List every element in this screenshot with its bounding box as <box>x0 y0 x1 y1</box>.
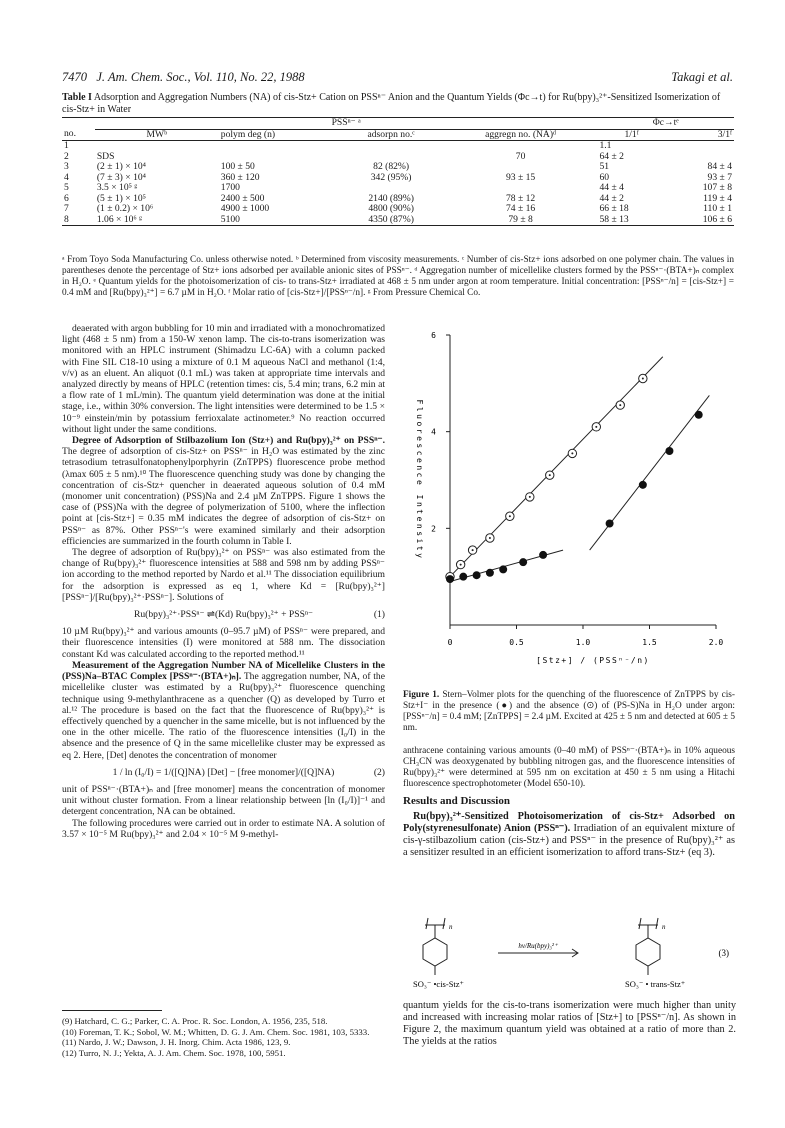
table-cell: 107 ± 8 <box>702 182 732 193</box>
col-header: adsorpn no.ᶜ <box>339 129 444 141</box>
section-heading: Results and Discussion <box>403 795 510 807</box>
table-1 <box>62 117 734 226</box>
table-cell: 1.06 × 10⁶ ᵍ <box>95 215 219 226</box>
data-point-open-center <box>571 452 573 454</box>
y-tick-label: 4 <box>431 427 436 437</box>
equation-number: (1) <box>373 609 385 621</box>
benzene-ring-left <box>423 938 447 966</box>
right-column-bottom <box>403 1000 736 1048</box>
references <box>62 1010 385 1058</box>
data-point-open-center <box>595 426 597 428</box>
table-cell: 119 ± 4 <box>703 192 732 204</box>
table-cell <box>219 141 339 152</box>
equation-number: (3) <box>718 948 729 958</box>
table-cell: (1 ± 0.2) × 10⁶ <box>96 203 154 214</box>
table-cell: 1700 <box>220 182 240 193</box>
data-point-filled <box>459 573 467 581</box>
paragraph: The degree of adsorption of Ru(bpy)₃²⁺ on PSSⁿ⁻ was also estimated from the change of Ru(bpy)₃²⁺ fluorescence intensities at 588 and 598 nm by adding PSSⁿ⁻ ion according to the method reported by Nardo et al.¹¹ The dissociation equilibrium for the adsorption is expressed as eq 1, where Kd = [Ru(bpy)₃²⁺][PSSⁿ⁻]/[Ru(bpy)₃²⁺·PSSⁿ⁻]. Solutions of <box>62 547 385 603</box>
col-header: polym deg (n) <box>219 129 339 141</box>
table-cell: 64 ± 2 <box>599 150 624 162</box>
table-cell: 1 <box>64 140 69 151</box>
table-cell: 6 <box>64 192 69 204</box>
table-row <box>62 215 734 226</box>
table-row <box>62 183 734 194</box>
repeat-n: n <box>449 923 453 931</box>
data-point-filled <box>519 558 527 566</box>
table-cell <box>444 141 598 152</box>
table-cell: (7 ± 3) × 10⁴ <box>96 171 147 183</box>
table-row <box>62 162 734 173</box>
data-point-filled <box>606 520 614 528</box>
paragraph: anthracene containing various amounts (0–40 mM) of PSSⁿ⁻·(BTA+)ₙ in 10% aqueous CH₃CN was deoxygenated by bubbling nitrogen gas, and the fluorescence intensities of Ru(bpy)₃²⁺ were determined at 595 nm on excitation at 450 ± 5 nm using a Hitachi fluorescence spectrophotometer (Model 650-10). <box>403 746 735 789</box>
reference-item: (10) Foreman, T. K.; Sobol, W. M.; Whitten, D. G. J. Am. Chem. Soc. 1981, 103, 5333. <box>62 1026 370 1037</box>
data-point-filled <box>639 481 647 489</box>
paragraph: 10 µM Ru(bpy)₃²⁺ and various amounts (0–95.7 µM) of PSSⁿ⁻ were prepared, and their fluorescence intensities (I) were monitored at 588 nm. The dissociation constant Kd was calculated according to the reported method.¹¹ <box>62 626 385 660</box>
bracket <box>443 918 445 929</box>
table-cell: 5 <box>64 182 69 193</box>
table-cell: 110 ± 1 <box>703 203 732 214</box>
col-header: aggregn no. (NA)ᵈ <box>444 129 598 141</box>
table-label: Table I <box>62 92 92 103</box>
reaction-scheme <box>403 915 736 995</box>
table-cell <box>339 183 444 194</box>
x-tick-label: 0.5 <box>509 638 524 647</box>
table-cell: 84 ± 4 <box>707 161 732 172</box>
reference-item: (11) Nardo, J. W.; Dawson, J. H. Inorg. Chim. Acta 1986, 123, 9. <box>62 1037 291 1047</box>
table-cell: 66 ± 18 <box>599 203 629 214</box>
data-point-filled <box>473 571 481 579</box>
equation-1 <box>62 609 385 620</box>
arrow-label: hν/Ru(bpy)₃²⁺ <box>518 942 558 950</box>
bracket <box>426 918 428 929</box>
paragraph: The following procedures were carried out in order to estimate NA. A solution of 3.57 × 10⁻⁵ M Ru(bpy)₃²⁺ and 2.04 × 10⁻⁵ M 9-methyl- <box>62 817 385 840</box>
paragraph <box>62 435 385 547</box>
data-point-open-center <box>460 564 462 566</box>
table-cell: 1.1 <box>599 140 612 151</box>
table-cell: 51 <box>599 161 610 172</box>
table-cell: 44 ± 2 <box>599 192 624 204</box>
subsection-heading: Ru(bpy)₃²⁺-Sensitized Photoisomerization of cis-Stz+ Adsorbed on Poly(styrenesulfonate) Anion (PSSⁿ⁻). <box>403 811 735 834</box>
section-heading: Measurement of the Aggregation Number NA of Micellelike Clusters in the (PSS)Na–BTAC Complex [PSSⁿ⁻·(BTA+)ₙ]. <box>62 659 385 683</box>
table-caption-text: Adsorption and Aggregation Numbers (NA) of cis-Stz+ Cation on PSSⁿ⁻ Anion and the Quantum Yields (Φc→t) for Ru(bpy)₃²⁺-Sensitized Isomerization of cis-Stz+ in Water <box>62 92 721 115</box>
x-tick-label: 0 <box>447 638 453 647</box>
repeat-n: n <box>662 923 666 931</box>
group-header-pss: PSSⁿ⁻ ᵃ <box>95 118 598 130</box>
table-cell: 44 ± 4 <box>599 182 624 193</box>
table-cell: 74 ± 16 <box>505 203 536 214</box>
bracket <box>639 918 641 929</box>
equation-number: (2) <box>373 766 385 778</box>
table-cell <box>666 141 734 152</box>
table-cell: 7 <box>64 203 69 214</box>
table-row <box>62 204 734 215</box>
figure-1-chart <box>403 325 736 685</box>
figure-label: Figure 1. <box>403 690 440 700</box>
page-number: 7470 <box>62 70 87 84</box>
paragraph <box>403 811 735 859</box>
data-point-open-center <box>489 537 491 539</box>
benzene-ring-right <box>636 938 660 966</box>
data-point-open-center <box>549 474 551 476</box>
table-cell: 4350 (87%) <box>339 215 444 226</box>
table-cell: 360 ± 120 <box>220 171 260 183</box>
col-header: 1/1ᶠ <box>597 129 665 141</box>
figure-caption-text: Stern–Volmer plots for the quenching of the fluorescence of ZnTPPS by cis-Stz+I⁻ in the presence (●) and the absence (⊙) of (PS-S)Na in H₂O under argon: [PSSⁿ⁻/n] = 0.4 mM; [ZnTPPS] = 2.4 µM. Excited at 425 ± 5 nm and detected at 605 ± 5 nm. <box>403 690 735 733</box>
table-cell: 58 ± 13 <box>597 215 665 226</box>
right-product-label: SO₃⁻ • trans-Stz⁺ <box>625 979 686 989</box>
table-cell: (2 ± 1) × 10⁴ <box>96 161 147 172</box>
table-cell <box>95 141 219 152</box>
data-point-open-center <box>529 496 531 498</box>
table-cell: 8 <box>62 215 95 226</box>
figure-caption <box>403 690 735 859</box>
data-point-filled <box>446 575 454 583</box>
paragraph-text: The aggregation number, NA, of the micellelike cluster was estimated by a Ru(bpy)₃²⁺ fluorescence quenching technique using 9-methylanthracene as a quencher (Q) as developed by Turro et al.¹² The procedure is based on the fact that the fluorescence of Ru(bpy)₃²⁺ is effectively quenched by a quencher in the same micelle, but is not influenced by the one in the other micelle. The ratio of the fluorescence intensities (I₀/I) in the absence and the presence of Q in the same micellelike cluster may be expressed as eq 2. Here, [Det] denotes the concentration of monomer <box>62 671 385 761</box>
col-header: 3/1ᶠ <box>666 129 734 141</box>
x-tick-label: 1.0 <box>575 638 591 647</box>
table-cell: 4900 ± 1000 <box>220 203 270 214</box>
table-cell: 5100 <box>219 215 339 226</box>
table-cell: 70 <box>515 150 526 162</box>
table-cell: 2140 (89%) <box>368 192 414 204</box>
y-tick-label: 2 <box>431 524 436 534</box>
paragraph: deaerated with argon bubbling for 10 min and irradiated with a monochromatized light (468 ± 5 nm) from a 150-W xenon lamp. The cis-to-trans isomerization was monitored with an HPLC instrument (Shimadzu LC-6A) with a column packed with Fine SIL C18-10 using a mixture of 0.1 M aqueous NaCl and methanol (1:4, v/v) as an eluent. An aliquot (0.1 mL) was taken at appropriate time intervals and analyzed directly by means of HPLC (retention times: cis, 5.4 min; trans, 6.2 min at a flow rate of 1 mL/min). The quantum yield determination was done at the initial stage, i.e., within 30% conversion. The light intensities were determined to be 1.5 × 10⁻⁹ einstein/min by potassium ferrioxalate actinometer.⁹ No reaction occurred without light under the same conditions. <box>62 323 385 435</box>
table-cell <box>444 183 598 194</box>
table-row <box>62 173 734 184</box>
table-cell: 100 ± 50 <box>220 161 255 172</box>
table-row <box>62 141 734 152</box>
data-point-filled <box>486 569 494 577</box>
x-tick-label: 1.5 <box>642 638 657 647</box>
equation-text: Ru(bpy)₃²⁺·PSSⁿ⁻ ⇌(Kd) Ru(bpy)₃²⁺ + PSSⁿ⁻ <box>133 609 314 621</box>
table-cell: 93 ± 15 <box>505 171 536 183</box>
section-heading: Degree of Adsorption of Stilbazolium Ion (Stz+) and Ru(bpy)₃²⁺ on PSSⁿ⁻. <box>72 435 385 447</box>
running-header <box>62 70 733 85</box>
paragraph-text: Irradiation of an equivalent mixture of cis-γ-stilbazolium cation (cis-Stz+) and PSSⁿ⁻ in the presence of Ru(bpy)₃²⁺ as a sensitizer resulted in an efficient isomerization to afford trans-Stz+ (eq 3). <box>403 823 735 858</box>
paragraph <box>62 660 385 761</box>
table-cell: 82 (82%) <box>373 161 410 172</box>
table-cell: 342 (95%) <box>370 171 412 183</box>
data-point-filled <box>539 551 547 559</box>
bracket <box>656 918 658 929</box>
table-cell: 79 ± 8 <box>444 215 598 226</box>
table-cell: 3 <box>64 161 69 172</box>
table-cell <box>339 141 444 152</box>
data-point-filled <box>665 447 673 455</box>
col-header: MWᵇ <box>95 129 219 141</box>
table-cell: SDS <box>96 150 115 162</box>
left-product-label: SO₃⁻ •cis-Stz⁺ <box>413 979 465 989</box>
table-cell: 60 <box>599 171 610 183</box>
table-header-row <box>62 129 734 141</box>
reference-item: (9) Hatchard, C. G.; Parker, C. A. Proc. R. Soc. London, A. 1956, 235, 518. <box>62 1016 328 1026</box>
data-point-open-center <box>619 404 621 406</box>
equation-text: 1 / ln (I₀/I) = 1/([Q]NA) [Det] − [free monomer]/([Q]NA) <box>112 766 335 778</box>
table-caption <box>62 92 732 116</box>
x-tick-label: 2.0 <box>708 638 724 647</box>
group-header-phi: Φc→tᵉ <box>597 118 734 130</box>
table-cell: 78 ± 12 <box>505 192 536 204</box>
table-cell: 2 <box>64 150 69 162</box>
fit-line <box>450 357 663 577</box>
table-cell <box>444 162 598 173</box>
equation-2 <box>62 767 385 778</box>
table-cell: (5 ± 1) × 10⁵ <box>96 192 147 204</box>
table-cell: 93 ± 7 <box>707 171 732 183</box>
left-column <box>62 323 385 840</box>
authors: Takagi et al. <box>671 70 733 84</box>
paragraph: quantum yields for the cis-to-trans isomerization were much higher than unity and increased with increasing molar ratios of [Stz+] to [PSSⁿ⁻/n]. As shown in Figure 2, the maximum quantum yield was obtained at a ratio of more than 2. The yields at the ratios <box>403 1000 736 1047</box>
table-cell: 4800 (90%) <box>368 203 414 214</box>
data-point-open-center <box>472 549 474 551</box>
paragraph-text: The degree of adsorption of cis-Stz+ on PSSⁿ⁻ in H₂O was estimated by the zinc tetrasodium tetrasulfonatophenylporphyrin (ZnTPPS) fluorescence probe method (λmax 605 ± 5 nm).¹⁰ The fluorescence quenching study was done by changing the concentration of cis-Stz+ quencher in deaerated aqueous solution of 0.4 mM (monomer unit concentration) (PSS)Na and 2.4 µM ZnTPPS. Figure 1 shows the case of (PSS)Na with the degree of polymerization of 5100, where the inflection point at [cis-Stz+] = 0.35 mM indicates the degree of adsorption of cis-Stz+ on PSSⁿ⁻ as 87%. Other PSSⁿ⁻'s were examined similarly and their adsorption efficiencies are summarized in the fourth column in Table I. <box>62 446 385 547</box>
journal-citation: J. Am. Chem. Soc., Vol. 110, No. 22, 1988 <box>96 70 305 84</box>
footnote-rule <box>62 1010 162 1011</box>
table-cell: 106 ± 6 <box>666 215 734 226</box>
reference-item: (12) Turro, N. J.; Yekta, A. J. Am. Chem. Soc. 1978, 100, 5951. <box>62 1047 286 1058</box>
table-footnotes: ᵃ From Toyo Soda Manufacturing Co. unless otherwise noted. ᵇ Determined from viscosity measurements. ᶜ Number of cis-Stz+ ions adsorbed on one polymer chain. The values in parentheses denote the percentage of Stz+ ions adsorbed per available anionic sites of PSSⁿ⁻. ᵈ Aggregation number of micellelike clusters formed by the PSSⁿ⁻·(BTA+)ₙ complex in H₂O. ᵉ Quantum yields for the photoisomerization of cis- to trans-Stz+ irradiated at 468 ± 5 nm under argon at room temperature. Initial concentration: [PSSⁿ⁻/n] = [cis-Stz+] = 0.4 mM and [Ru(bpy)₃²⁺] = 6.7 µM in H₂O. ᶠ Molar ratio of [cis-Stz+]/[PSSⁿ⁻/n]. ᵍ From Pressure Chemical Co. <box>62 255 734 298</box>
data-point-open-center <box>509 515 511 517</box>
y-tick-label: 6 <box>431 331 436 340</box>
data-point-open-center <box>642 378 644 380</box>
y-axis-label: Fluorescence Intensity <box>415 399 424 561</box>
table-cell: 4 <box>64 171 69 183</box>
table-cell: 2400 ± 500 <box>220 192 265 204</box>
paragraph: unit of PSSⁿ⁻·(BTA+)ₙ and [free monomer] means the concentration of monomer unit without cluster formation. From a linear relationship between [ln (I₀/I)]⁻¹ and detergent concentration, NA can be obtained. <box>62 783 385 818</box>
data-point-filled <box>499 565 507 573</box>
data-point-filled <box>695 411 703 419</box>
col-header: no. <box>62 129 95 141</box>
table-cell: 3.5 × 10⁵ ᵍ <box>96 182 138 193</box>
x-axis-label: [Stz+] / (PSSⁿ⁻/n) <box>536 656 650 665</box>
